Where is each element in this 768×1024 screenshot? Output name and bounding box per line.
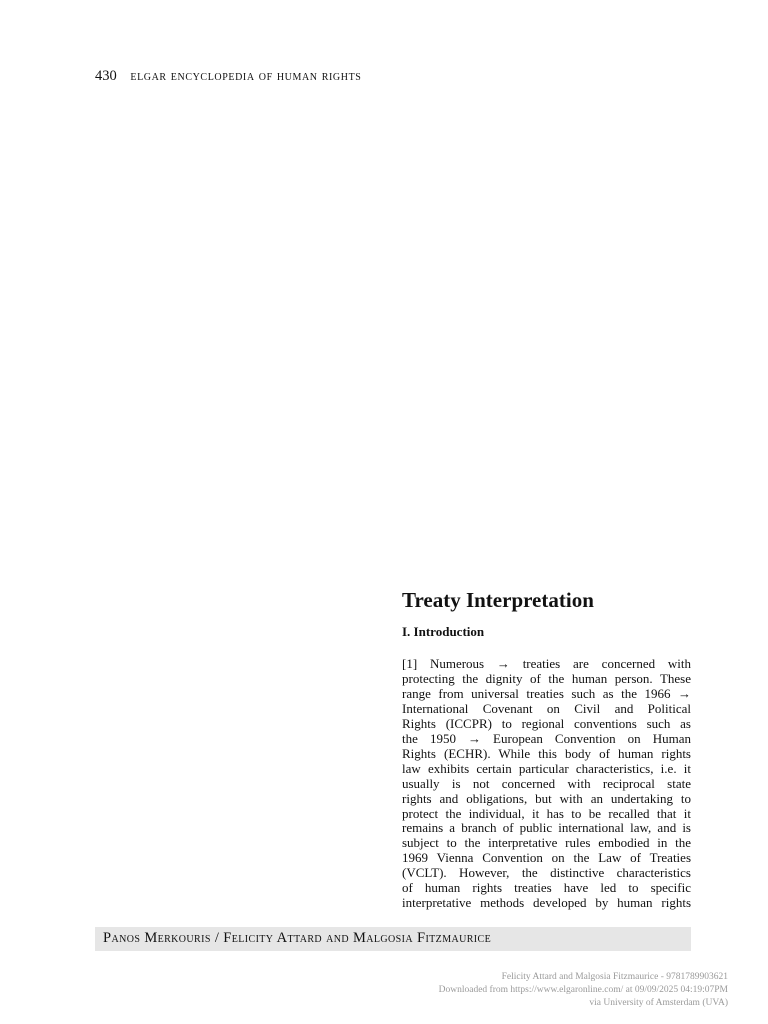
page-number: 430 [95,68,117,84]
paragraph-line: Rights (ECHR). While this body of human rights [402,745,691,761]
paragraph-line: Rights (ICCPR) to regional conventions such as [402,715,691,731]
paragraph-line: range from universal treaties such as the 1966 → [402,685,691,701]
book-title: elgar encyclopedia of human rights [130,69,362,84]
paragraph-line: [1] Numerous → treaties are concerned with [402,656,691,671]
author-bar [95,927,691,951]
paragraph-line: International Covenant on Civil and Political [402,700,691,716]
paragraph-line: interpretative methods developed by human rights [402,895,691,911]
download-notice [439,971,728,1010]
section-heading: I. Introduction [402,624,485,639]
author-names: Panos Merkouris / Felicity Attard and Malgosia Fitzmaurice [103,930,492,946]
article-title: Treaty Interpretation [402,588,594,612]
paragraph-line: protecting the dignity of the human person. These [402,670,691,686]
running-head [95,68,361,85]
paragraph-line: usually is not concerned with reciprocal state [402,775,691,791]
paragraph-1 [402,657,691,911]
article [402,586,691,911]
paragraph-line: law exhibits certain particular characteristics, i.e. it [402,760,691,776]
paragraph-line: protect the individual, it has to be recalled that it [402,805,691,821]
paragraph-line: remains a branch of public international law, and is [402,820,691,836]
download-notice-line: Downloaded from https://www.elgaronline.com/ at 09/09/2025 04:19:07PM [438,985,728,995]
paragraph-line: the 1950 → European Convention on Human [402,730,691,746]
paragraph-line: 1969 Vienna Convention on the Law of Treaties [402,850,691,866]
paragraph-line: (VCLT). However, the distinctive characteristics [402,865,691,881]
download-notice-line: via University of Amsterdam (UVA) [589,998,728,1008]
paragraph-line: of human rights treaties have led to specific [402,880,691,896]
paragraph-line: rights and obligations, but with an undertaking to [402,790,691,806]
paragraph-line: subject to the interpretative rules embodied in the [402,835,691,851]
download-notice-line: Felicity Attard and Malgosia Fitzmaurice - 9781789903621 [501,972,728,982]
